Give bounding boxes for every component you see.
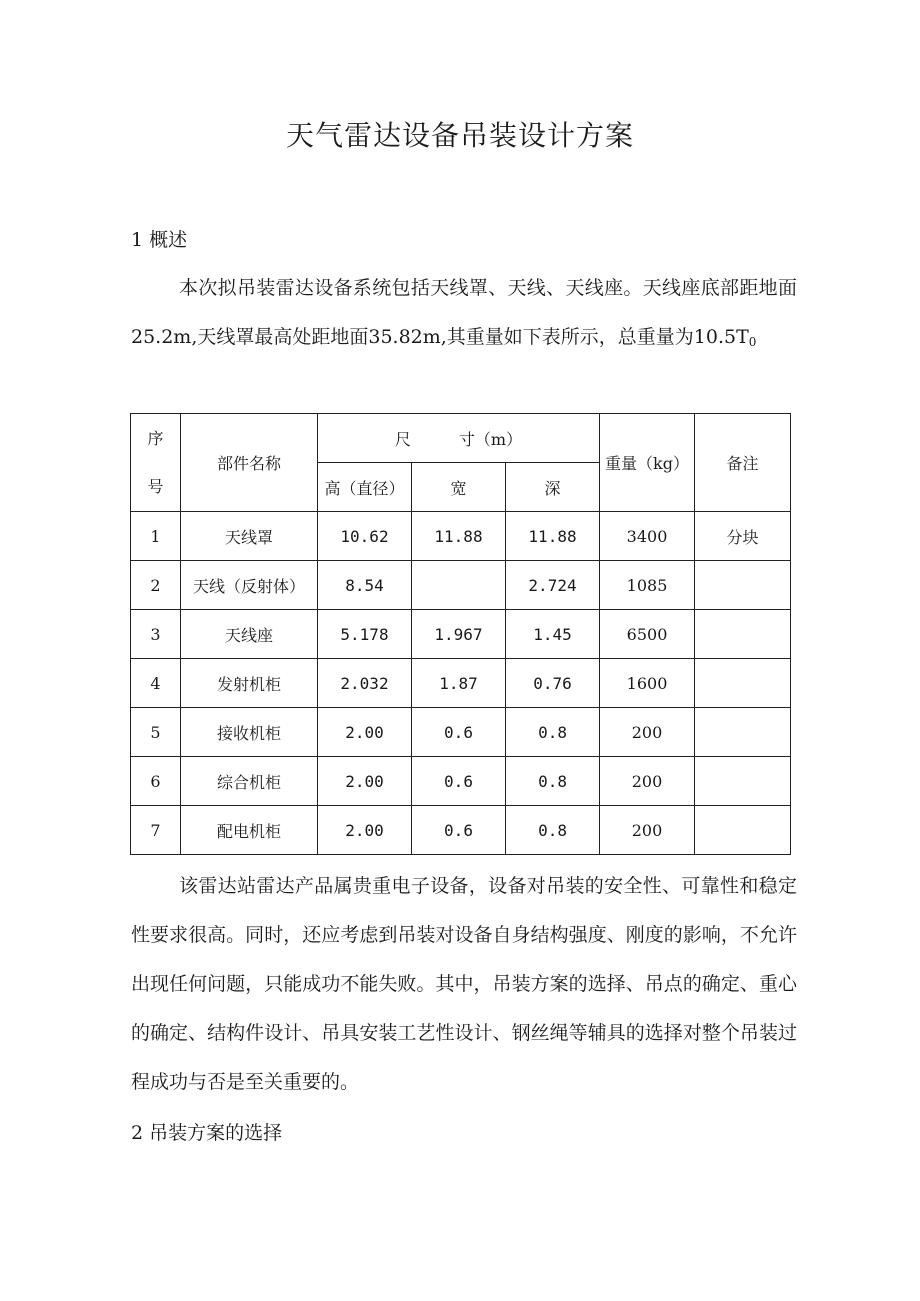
height-cell: 2.032 (318, 659, 412, 708)
weight-header: 重量（kg） (600, 414, 695, 512)
height-cell: 2.00 (318, 708, 412, 757)
depth-cell: 0.8 (506, 757, 600, 806)
section-2-heading: 2 吊装方案的选择 (131, 1122, 283, 1144)
weight-cell: 1600 (600, 659, 695, 708)
section-1-paragraph-2: 该雷达站雷达产品属贵重电子设备，设备对吊装的安全性、可靠性和稳定性要求很高。同时，还应考虑到吊装对设备自身结构强度、刚度的影响，不允许出现任何问题，只能成功不能失败。其中，吊装方案的选择、吊点的确定、重心的确定、结构件设计、吊具安装工艺性设计、钢丝绳等辅具的选择对整个吊装过程成功与否是至关重要的。 (131, 875, 797, 1093)
intro-subscript: 0 (748, 335, 757, 349)
table-row (131, 806, 791, 855)
width-cell: 1.967 (412, 610, 506, 659)
width-cell: 0.6 (412, 806, 506, 855)
seq-cell: 4 (131, 659, 181, 708)
width-cell: 0.6 (412, 757, 506, 806)
table-row (131, 512, 791, 561)
weight-cell: 6500 (600, 610, 695, 659)
seq-cell: 1 (131, 512, 181, 561)
depth-cell: 0.8 (506, 806, 600, 855)
seq-cell: 5 (131, 708, 181, 757)
name-cell: 配电机柜 (181, 806, 318, 855)
seq-cell: 7 (131, 806, 181, 855)
weight-cell: 3400 (600, 512, 695, 561)
table-row (131, 659, 791, 708)
name-cell: 发射机柜 (181, 659, 318, 708)
remark-cell (695, 708, 791, 757)
width-cell: 0.6 (412, 708, 506, 757)
height-cell: 2.00 (318, 757, 412, 806)
weight-cell: 1085 (600, 561, 695, 610)
remark-cell (695, 659, 791, 708)
weight-cell: 200 (600, 757, 695, 806)
height-cell: 2.00 (318, 806, 412, 855)
seq-header-top: 序 (147, 428, 164, 448)
intro-text: 本次拟吊装雷达设备系统包括天线罩、天线、天线座。天线座底部距地面25.2m,天线罩最高处距地面35.82m,其重量如下表所示，总重量为10.5T (131, 277, 797, 348)
seq-header (131, 414, 181, 512)
weight-cell: 200 (600, 708, 695, 757)
table-row (131, 708, 791, 757)
equipment-table (130, 413, 791, 855)
size-header: 尺 寸（m） (318, 414, 600, 463)
remark-cell: 分块 (695, 512, 791, 561)
remark-cell (695, 561, 791, 610)
section-1-heading: 1 概述 (131, 229, 188, 251)
depth-cell: 11.88 (506, 512, 600, 561)
name-cell: 接收机柜 (181, 708, 318, 757)
section-1-intro (131, 264, 797, 367)
width-cell: 1.87 (412, 659, 506, 708)
remark-cell (695, 757, 791, 806)
remark-cell (695, 610, 791, 659)
height-cell: 5.178 (318, 610, 412, 659)
depth-header: 深 (506, 463, 600, 512)
depth-cell: 0.76 (506, 659, 600, 708)
name-cell: 天线（反射体） (181, 561, 318, 610)
width-cell: 11.88 (412, 512, 506, 561)
height-header: 高（直径） (318, 463, 412, 512)
depth-cell: 0.8 (506, 708, 600, 757)
height-cell: 10.62 (318, 512, 412, 561)
seq-cell: 2 (131, 561, 181, 610)
name-cell: 天线座 (181, 610, 318, 659)
document-title: 天气雷达设备吊装设计方案 (285, 119, 634, 152)
table-header-row (131, 414, 791, 463)
width-header: 宽 (412, 463, 506, 512)
name-cell: 综合机柜 (181, 757, 318, 806)
weight-cell: 200 (600, 806, 695, 855)
seq-cell: 6 (131, 757, 181, 806)
depth-cell: 2.724 (506, 561, 600, 610)
depth-cell: 1.45 (506, 610, 600, 659)
remark-cell (695, 806, 791, 855)
name-header: 部件名称 (181, 414, 318, 512)
seq-header-bottom: 号 (147, 476, 164, 496)
name-cell: 天线罩 (181, 512, 318, 561)
table-row (131, 561, 791, 610)
height-cell: 8.54 (318, 561, 412, 610)
seq-cell: 3 (131, 610, 181, 659)
table-row (131, 610, 791, 659)
table-row (131, 757, 791, 806)
width-cell (412, 561, 506, 610)
remark-header: 备注 (695, 414, 791, 512)
